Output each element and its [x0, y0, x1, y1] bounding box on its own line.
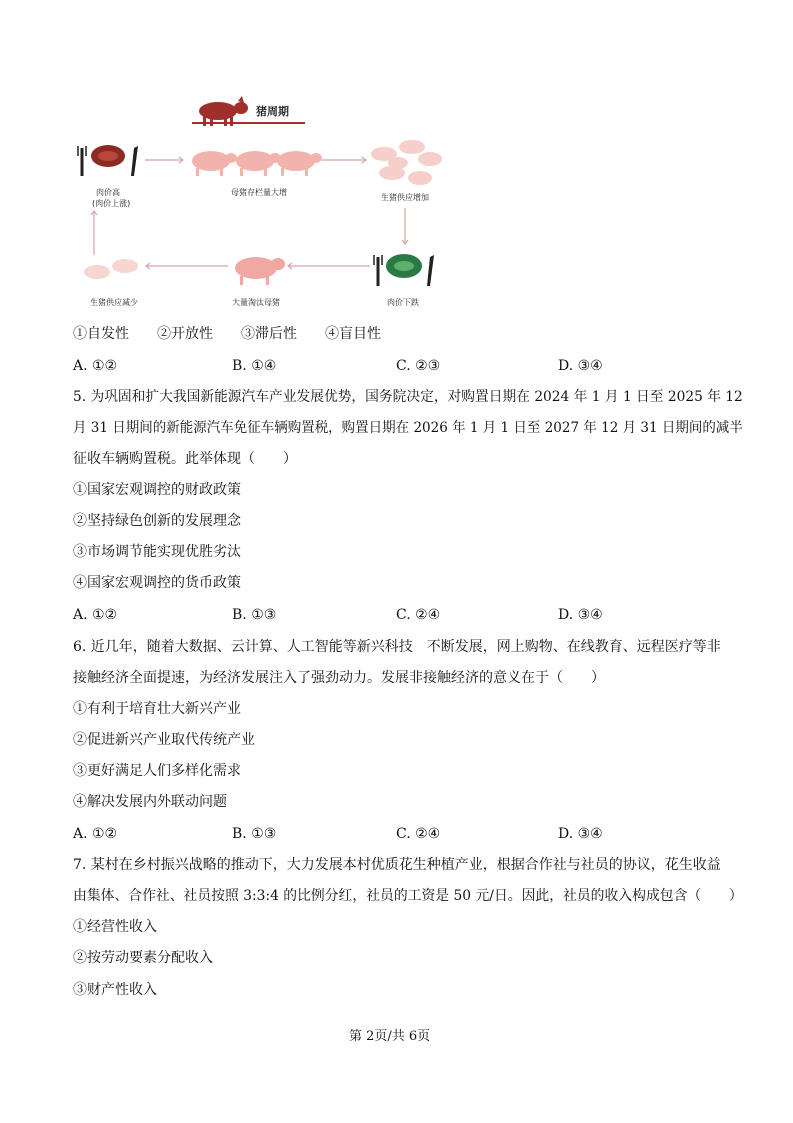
cycle-arrows	[91, 157, 408, 269]
label-sow-increase: 母猪存栏量大增	[231, 188, 287, 197]
q4-option-a: A. ①②	[73, 358, 118, 374]
q4-statement-1: ①自发性	[73, 326, 129, 342]
q4-statement-2: ②开放性	[157, 326, 213, 342]
q5-stem-line-1: 5. 为巩固和扩大我国新能源汽车产业发展优势，国务院决定，对购置日期在 2024 年 1 月 1 日至 2025 年 12	[73, 389, 743, 405]
page-number: 第 2页/共 6页	[349, 1029, 431, 1044]
label-supply-increase: 生猪供应增加	[381, 193, 429, 202]
q7-statement-3: ③财产性收入	[73, 982, 157, 998]
q6-option-d: D. ③④	[558, 826, 603, 842]
supply-decrease-pigs	[84, 259, 138, 279]
q6-stem-line-2: 接触经济全面提速，为经济发展注入了强劲动力。发展非接触经济的意义在于（ ）	[73, 670, 605, 686]
q5-statement-1: ①国家宏观调控的财政政策	[73, 482, 241, 498]
q6-option-c: C. ②④	[396, 826, 441, 842]
q6-statement-4: ④解决发展内外联动问题	[73, 794, 227, 810]
q5-statement-2: ②坚持绿色创新的发展理念	[73, 513, 241, 529]
q4-option-b: B. ①④	[232, 358, 277, 374]
q6-statement-3: ③更好满足人们多样化需求	[73, 763, 241, 779]
title-pig-icon	[199, 96, 248, 126]
q6-option-b: B. ①③	[232, 826, 277, 842]
steak-price-drop-icon	[374, 254, 434, 286]
q5-option-b: B. ①③	[232, 607, 277, 623]
q6-option-a: A. ①②	[73, 826, 118, 842]
q7-statement-2: ②按劳动要素分配收入	[73, 950, 213, 966]
q4-option-d: D. ③④	[558, 358, 603, 374]
diagram-title: 猪周期	[256, 105, 289, 118]
q4-statement-3: ③滞后性	[241, 326, 297, 342]
q5-stem-line-3: 征收车辆购置税。此举体现（ ）	[73, 451, 297, 467]
q6-statement-2: ②促进新兴产业取代传统产业	[73, 732, 255, 748]
label-price-drop: 肉价下跌	[387, 298, 419, 307]
label-sow-cull: 大量淘汰母猪	[232, 298, 280, 307]
supply-increase-pigs	[371, 140, 442, 185]
q7-stem-line-1: 7. 某村在乡村振兴战略的推动下，大力发展本村优质花生种植产业，根据合作社与社员的协议，花生收益	[73, 857, 721, 873]
q5-option-d: D. ③④	[558, 607, 603, 623]
q5-statement-3: ③市场调节能实现优胜劣汰	[73, 544, 241, 560]
q4-option-c: C. ②③	[396, 358, 441, 374]
steak-high-price-icon	[78, 145, 138, 176]
q5-statement-4: ④国家宏观调控的货币政策	[73, 575, 241, 591]
q6-statement-1: ①有利于培育壮大新兴产业	[73, 701, 241, 717]
sow-cull-pig	[235, 257, 285, 285]
q5-stem-line-2: 月 31 日期间的新能源汽车免征车辆购置税，购置日期在 2026 年 1 月 1 日至 2027 年 12 月 31 日期间的减半	[73, 420, 743, 436]
sows-increase-pigs	[192, 151, 322, 176]
label-supply-decrease: 生猪供应减少	[90, 298, 138, 307]
q7-statement-1: ①经营性收入	[73, 919, 157, 935]
diagram-graphics	[0, 0, 793, 330]
q5-option-c: C. ②④	[396, 607, 441, 623]
q6-stem-line-1: 6. 近几年，随着大数据、云计算、人工智能等新兴科技 不断发展，网上购物、在线教育、远程医疗等非	[73, 639, 721, 655]
q4-statement-4: ④盲目性	[325, 326, 381, 342]
q5-option-a: A. ①②	[73, 607, 118, 623]
label-high-price-sub: (肉价上涨)	[92, 199, 131, 208]
q7-stem-line-2: 由集体、合作社、社员按照 3:3:4 的比例分红，社员的工资是 50 元/日。因此，社员的收入构成包含（ ）	[73, 888, 743, 904]
label-high-price: 肉价高	[96, 188, 120, 197]
